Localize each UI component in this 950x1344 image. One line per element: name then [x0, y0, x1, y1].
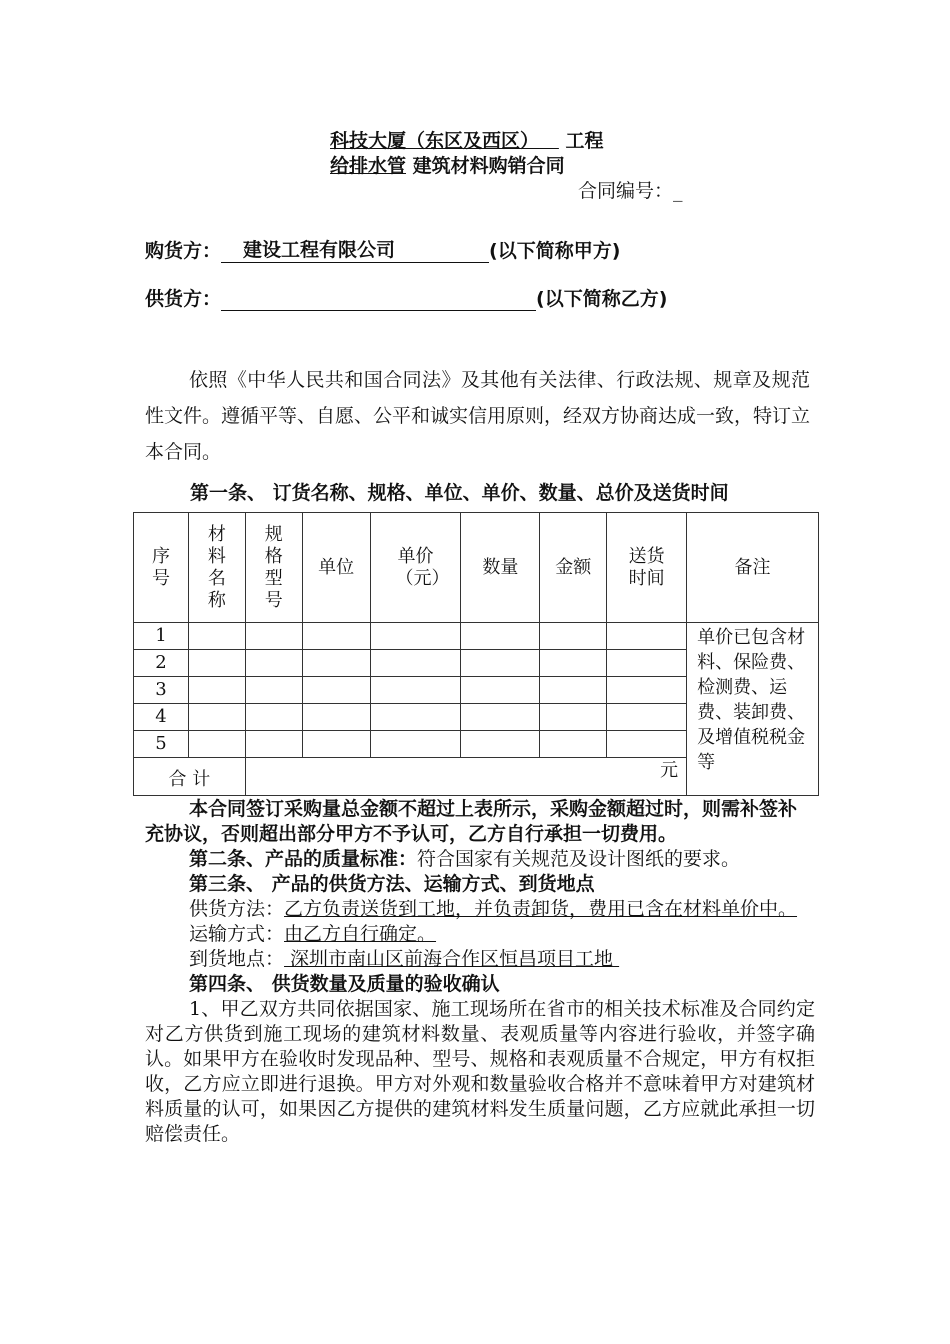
- article1-title: 第一条、 订货名称、规格、单位、单价、数量、总价及送货时间: [190, 482, 729, 504]
- supply-method: [145, 897, 815, 922]
- remark-cell: 单价已包含材料、保险费、检测费、运费、装卸费、及增值税税金等: [687, 623, 819, 796]
- buyer-name-field: [221, 241, 489, 263]
- cell-qty[interactable]: [461, 704, 540, 731]
- order-table: [133, 512, 819, 796]
- cell-spec[interactable]: [245, 623, 302, 650]
- title-project: 科技大厦（东区及西区）: [330, 130, 540, 152]
- total-amount-cell[interactable]: [245, 758, 686, 796]
- cell-price[interactable]: [370, 731, 461, 758]
- total-unit: 元: [660, 760, 679, 781]
- buyer-line: [145, 236, 620, 263]
- supply-label: 供货方法：: [189, 898, 285, 920]
- article3-title: 第三条、 产品的供货方法、运输方式、到货地点: [189, 873, 595, 895]
- cell-delivery[interactable]: [607, 731, 687, 758]
- buyer-label: 购货方：: [145, 240, 222, 262]
- header-quantity: 数量: [461, 513, 540, 623]
- cell-unit[interactable]: [302, 704, 370, 731]
- header-spec-model: 规格型号: [245, 513, 302, 623]
- buyer-suffix: (以下简称甲方): [489, 240, 621, 262]
- article4-title: 第四条、 供货数量及质量的验收确认: [189, 973, 500, 995]
- cell-unit[interactable]: [302, 623, 370, 650]
- contract-number: 合同编号：_: [578, 180, 683, 202]
- header-material-name: 材料名称: [188, 513, 245, 623]
- title-item: 给排水管: [330, 155, 407, 177]
- cell-delivery[interactable]: [607, 677, 687, 704]
- destination: [145, 947, 815, 972]
- cell-unit[interactable]: [302, 650, 370, 677]
- cell-material[interactable]: [188, 731, 245, 758]
- seller-name-field: [221, 289, 536, 311]
- cell-unit[interactable]: [302, 731, 370, 758]
- cell-delivery[interactable]: [607, 650, 687, 677]
- header-delivery-time: 送货时间: [607, 513, 687, 623]
- limit-note: 本合同签订采购量总金额不超过上表所示，采购金额超过时，则需补签补充协议，否则超出部分甲方不予认可，乙方自行承担一切费用。: [145, 798, 798, 845]
- cell-amount[interactable]: [540, 623, 607, 650]
- supply-text: 乙方负责送货到工地，并负责卸货，费用已含在材料单价中。: [284, 898, 798, 920]
- seller-label: 供货方：: [145, 288, 222, 310]
- transport-method: [145, 922, 815, 947]
- cell-price[interactable]: [370, 704, 461, 731]
- header-remark: 备注: [687, 513, 819, 623]
- seller-line: [145, 284, 667, 311]
- header-index: 序号: [134, 513, 189, 623]
- table-header-row: [134, 513, 819, 623]
- cell-delivery[interactable]: [607, 704, 687, 731]
- cell-price[interactable]: [370, 677, 461, 704]
- title-contract: 建筑材料购销合同: [412, 155, 565, 177]
- transport-label: 运输方式：: [189, 923, 285, 945]
- destination-label: 到货地点：: [189, 948, 285, 970]
- total-label: 合 计: [134, 758, 246, 796]
- row-index: 2: [134, 650, 189, 677]
- cell-qty[interactable]: [461, 623, 540, 650]
- row-index: 4: [134, 704, 189, 731]
- cell-spec[interactable]: [245, 677, 302, 704]
- destination-text: 深圳市南山区前海合作区恒昌项目工地: [284, 948, 620, 970]
- cell-qty[interactable]: [461, 677, 540, 704]
- clauses-section: [145, 797, 815, 1147]
- seller-suffix: (以下简称乙方): [536, 288, 668, 310]
- cell-price[interactable]: [370, 623, 461, 650]
- cell-spec[interactable]: [245, 731, 302, 758]
- article2-title: 第二条、产品的质量标准：: [189, 848, 418, 870]
- cell-amount[interactable]: [540, 677, 607, 704]
- title-line-1: [330, 126, 604, 153]
- cell-material[interactable]: [188, 650, 245, 677]
- cell-unit[interactable]: [302, 677, 370, 704]
- cell-price[interactable]: [370, 650, 461, 677]
- title-line-2: [330, 151, 565, 178]
- cell-amount[interactable]: [540, 650, 607, 677]
- cell-qty[interactable]: [461, 650, 540, 677]
- article2: [145, 847, 815, 872]
- intro-paragraph: 依照《中华人民共和国合同法》及其他有关法律、行政法规、规章及规范性文件。遵循平等、自愿、公平和诚实信用原则，经双方协商达成一致，特订立本合同。: [145, 369, 811, 463]
- cell-spec[interactable]: [245, 650, 302, 677]
- row-index: 1: [134, 623, 189, 650]
- cell-amount[interactable]: [540, 704, 607, 731]
- cell-material[interactable]: [188, 677, 245, 704]
- cell-amount[interactable]: [540, 731, 607, 758]
- cell-material[interactable]: [188, 704, 245, 731]
- cell-delivery[interactable]: [607, 623, 687, 650]
- header-amount: 金额: [540, 513, 607, 623]
- transport-text: 由乙方自行确定。: [284, 923, 437, 945]
- row-index: 3: [134, 677, 189, 704]
- table-row: [134, 623, 819, 650]
- cell-spec[interactable]: [245, 704, 302, 731]
- cell-material[interactable]: [188, 623, 245, 650]
- header-unit: 单位: [302, 513, 370, 623]
- article4-text: 1、甲乙双方共同依据国家、施工现场所在省市的相关技术标准及合同约定对乙方供货到施工现场的建筑材料数量、表观质量等内容进行验收，并签字确认。如果甲方在验收时发现品种、型号、规格和表观质量不合规定，甲方有权拒收，乙方应立即进行退换。甲方对外观和数量验收合格并不意味着甲方对建筑材料质量的认可，如果因乙方提供的建筑材料发生质量问题，乙方应就此承担一切赔偿责任。: [145, 998, 815, 1145]
- buyer-name: 建设工程有限公司: [243, 239, 396, 261]
- title-suffix: 工程: [565, 130, 604, 152]
- header-unit-price: 单价（元）: [370, 513, 461, 623]
- article2-text: 符合国家有关规范及设计图纸的要求。: [417, 848, 741, 870]
- row-index: 5: [134, 731, 189, 758]
- cell-qty[interactable]: [461, 731, 540, 758]
